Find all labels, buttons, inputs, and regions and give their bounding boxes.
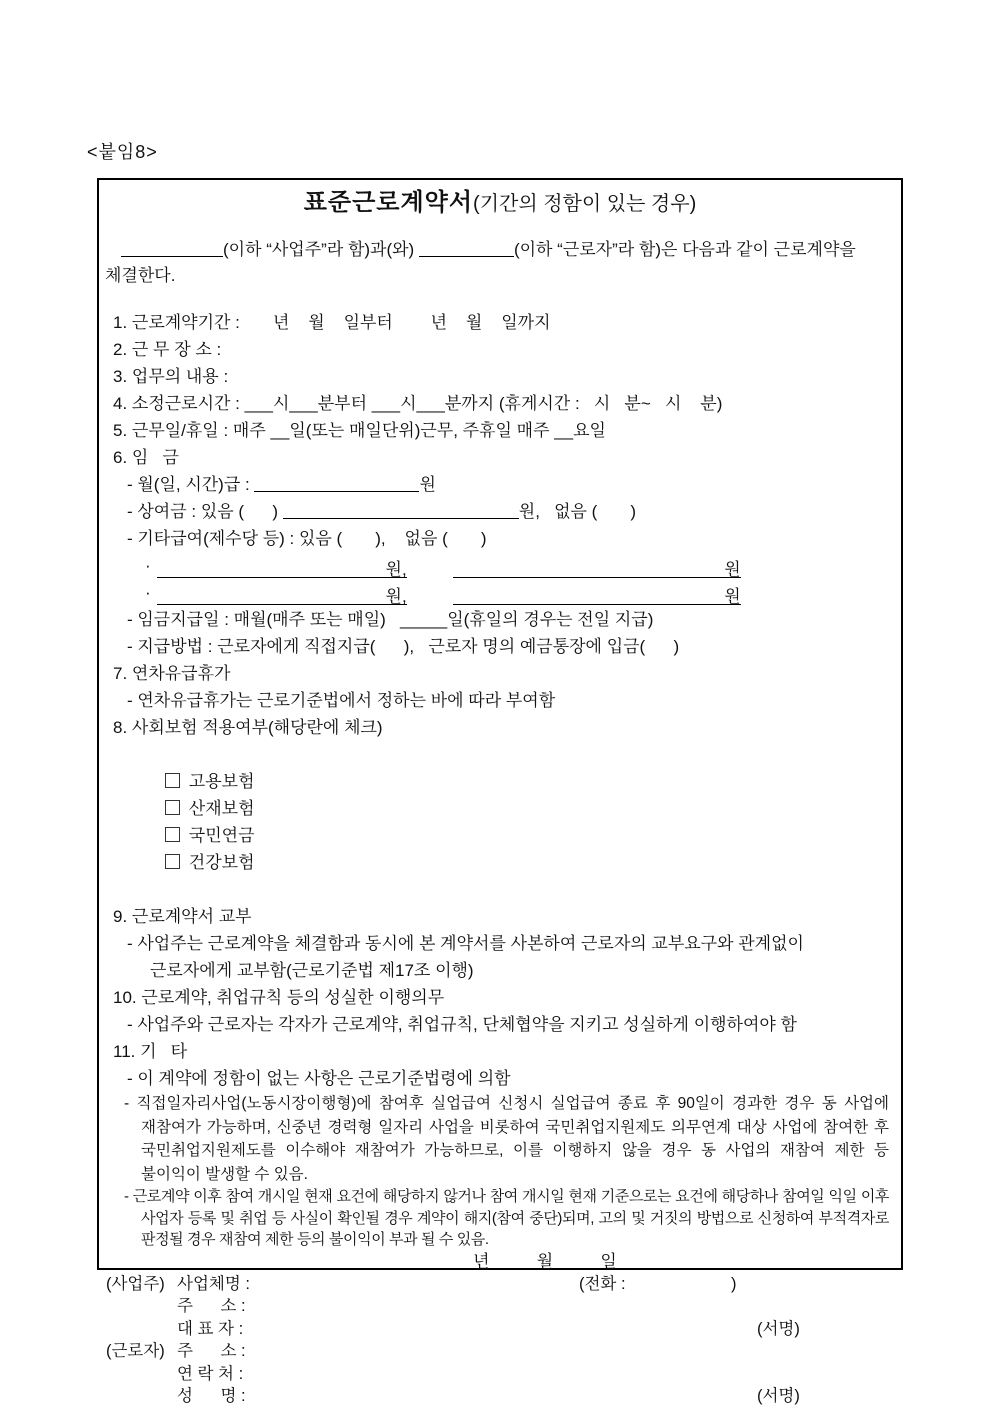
bonus-label: - 상여금 : 있음 ( ) bbox=[127, 502, 283, 521]
employer-name-blank bbox=[121, 241, 223, 257]
contract-delivery-detail-1: - 사업주는 근로계약을 체결함과 동시에 본 계약서를 사본하여 근로자의 교부요구와 관계없이 bbox=[127, 934, 804, 953]
intro-seg1: (이하 “사업주”라 함)과(와) bbox=[223, 240, 419, 259]
date-line: 년 월 일 bbox=[473, 1251, 617, 1271]
wage-row bbox=[111, 471, 889, 498]
title-main: 표준근로계약서 bbox=[303, 189, 474, 216]
payday-row: - 임금지급일 : 매월(매주 또는 매일) _____일(휴일의 경우는 전일 지급) bbox=[127, 610, 654, 629]
won-suffix: 원 bbox=[724, 560, 741, 579]
item-contract-delivery: 9. 근로계약서 교부 bbox=[113, 907, 252, 926]
etc-paragraph-termination: - 근로계약 이후 참여 개시일 현재 요건에 해당하지 않거나 참여 개시일 현재 기준으로는 요건에 해당하나 참여일 익일 이후 사업자 등록 및 취업 등 사실이 확인될 경우 계약이 해지(참여 중단)되며, 고의 및 거짓의 방법으로 신청하여 부적격자로 판정될 경우 재참여 제한 등의 불이익이 부과 될 수 있음. bbox=[124, 1188, 889, 1248]
benefit-amount-blank-2b bbox=[453, 583, 741, 605]
checkbox-employment-insurance[interactable] bbox=[165, 772, 255, 791]
benefit-blank-row-2 bbox=[111, 579, 889, 606]
won-comma-suffix: 원, bbox=[385, 560, 407, 579]
faithful-performance-detail: - 사업주와 근로자는 각자가 근로계약, 취업규칙, 단체협약을 지키고 성실하게 이행하여야 함 bbox=[127, 1015, 797, 1034]
worker-prefix: (근로자) bbox=[106, 1342, 165, 1360]
checkbox-label: 산재보험 bbox=[188, 799, 255, 818]
benefit-amount-blank-1b bbox=[453, 556, 741, 578]
checkbox-icon[interactable] bbox=[165, 773, 180, 788]
item-working-hours: 4. 소정근로시간 : ___시___분부터 ___시___분까지 (휴게시간 : 시 분~ 시 분) bbox=[113, 394, 723, 413]
checkbox-icon[interactable] bbox=[165, 854, 180, 869]
employer-phone-label: (전화 : ) bbox=[579, 1274, 737, 1293]
checkbox-national-pension[interactable] bbox=[165, 826, 255, 845]
worker-name-blank bbox=[419, 241, 514, 257]
etc-paragraph-direct-job-program: - 직접일자리사업(노동시장이행형)에 참여후 실업급여 신청시 실업급여 종료 후 90일이 경과한 경우 동 사업에 재참여가 가능하며, 신중년 경력형 일자리 사업을 비롯하여 국민취업지원제도 의무연계 대상 사업에 참여한 후 국민취업지원제도를 이수해야 재참여가 가능하므로, 이를 이행하지 않을 경우 동 사업의 재참여 제한 등 불이익이 발생할 수 있음. bbox=[124, 1095, 889, 1183]
item-workplace: 2. 근 무 장 소 : bbox=[113, 340, 222, 359]
item-social-insurance: 8. 사회보험 적용여부(해당란에 체크) bbox=[113, 718, 383, 737]
won-suffix: 원 bbox=[419, 475, 436, 494]
employer-sign-label: (서명) bbox=[757, 1319, 800, 1338]
contract-form-box bbox=[97, 178, 903, 1405]
other-benefits-row: - 기타급여(제수당 등) : 있음 ( ), 없음 ( ) bbox=[127, 529, 487, 548]
item-etc: 11. 기 타 bbox=[113, 1042, 188, 1061]
employer-company-label: 사업체명 : bbox=[177, 1274, 250, 1293]
benefit-amount-blank-2a bbox=[157, 583, 407, 605]
contract-delivery-detail-2: 근로자에게 교부함(근로기준법 제17조 이행) bbox=[150, 961, 474, 980]
payment-method-row: - 지급방법 : 근로자에게 직접지급( ), 근로자 명의 예금통장에 입금( ) bbox=[127, 637, 680, 656]
bonus-after: 원, 없음 ( ) bbox=[518, 502, 637, 521]
wage-label: - 월(일, 시간)급 : bbox=[127, 475, 255, 494]
checkbox-icon[interactable] bbox=[165, 800, 180, 815]
item-workdays-holidays: 5. 근무일/휴일 : 매주 __일(또는 매일단위)근무, 주휴일 매주 __요일 bbox=[113, 421, 606, 440]
item-wages-heading: 6. 임 금 bbox=[113, 448, 179, 467]
checkbox-label: 건강보험 bbox=[188, 853, 255, 872]
employer-address-row bbox=[106, 1295, 889, 1318]
item-job-description: 3. 업무의 내용 : bbox=[113, 367, 229, 386]
item-faithful-performance: 10. 근로계약, 취업규칙 등의 성실한 이행의무 bbox=[113, 988, 445, 1007]
bullet-icon: · bbox=[145, 583, 151, 602]
intro-paragraph bbox=[105, 237, 889, 289]
employer-prefix: (사업주) bbox=[106, 1274, 165, 1293]
benefit-amount-blank-1a bbox=[157, 556, 407, 578]
bonus-row bbox=[111, 498, 889, 525]
document-title bbox=[111, 186, 889, 223]
won-suffix: 원 bbox=[724, 587, 741, 606]
checkbox-label: 고용보험 bbox=[188, 772, 255, 791]
wage-amount-blank bbox=[254, 476, 419, 492]
worker-address-row bbox=[106, 1340, 889, 1363]
insurance-checkbox-row bbox=[111, 741, 889, 903]
employer-representative-label: 대 표 자 : bbox=[177, 1319, 244, 1338]
worker-name-label: 성 명 : bbox=[177, 1387, 246, 1405]
employer-representative-row bbox=[106, 1318, 889, 1341]
bullet-icon: · bbox=[145, 556, 151, 575]
won-comma-suffix: 원, bbox=[385, 587, 407, 606]
worker-contact-row bbox=[106, 1363, 889, 1386]
worker-sign-label: (서명) bbox=[757, 1387, 800, 1405]
annual-leave-detail: - 연차유급휴가는 근로기준법에서 정하는 바에 따라 부여함 bbox=[127, 691, 556, 710]
item-contract-period: 1. 근로계약기간 : 년 월 일부터 년 월 일까지 bbox=[113, 313, 551, 332]
signature-block bbox=[106, 1273, 889, 1408]
checkbox-industrial-accident-insurance[interactable] bbox=[165, 799, 255, 818]
worker-name-row bbox=[106, 1385, 889, 1408]
employer-address-label: 주 소 : bbox=[177, 1297, 246, 1315]
title-suffix: (기간의 정함이 있는 경우) bbox=[473, 193, 697, 215]
checkbox-health-insurance[interactable] bbox=[165, 853, 255, 872]
worker-contact-label: 연 락 처 : bbox=[177, 1364, 244, 1383]
worker-address-label: 주 소 : bbox=[177, 1342, 246, 1360]
checkbox-icon[interactable] bbox=[165, 827, 180, 842]
checkbox-label: 국민연금 bbox=[188, 826, 255, 845]
contract-items bbox=[111, 309, 889, 1092]
bonus-amount-blank bbox=[283, 503, 519, 519]
benefit-blank-row-1 bbox=[111, 552, 889, 579]
employer-company-row bbox=[106, 1273, 889, 1296]
item-annual-leave: 7. 연차유급휴가 bbox=[113, 664, 231, 683]
intro-seg2: (이하 “근로자”라 함)은 다음과 같이 근로계약을 체결한다. bbox=[105, 240, 861, 285]
etc-detail-1: - 이 계약에 정함이 없는 사항은 근로기준법령에 의함 bbox=[127, 1069, 511, 1088]
attachment-label: <붙임8> bbox=[87, 142, 158, 162]
